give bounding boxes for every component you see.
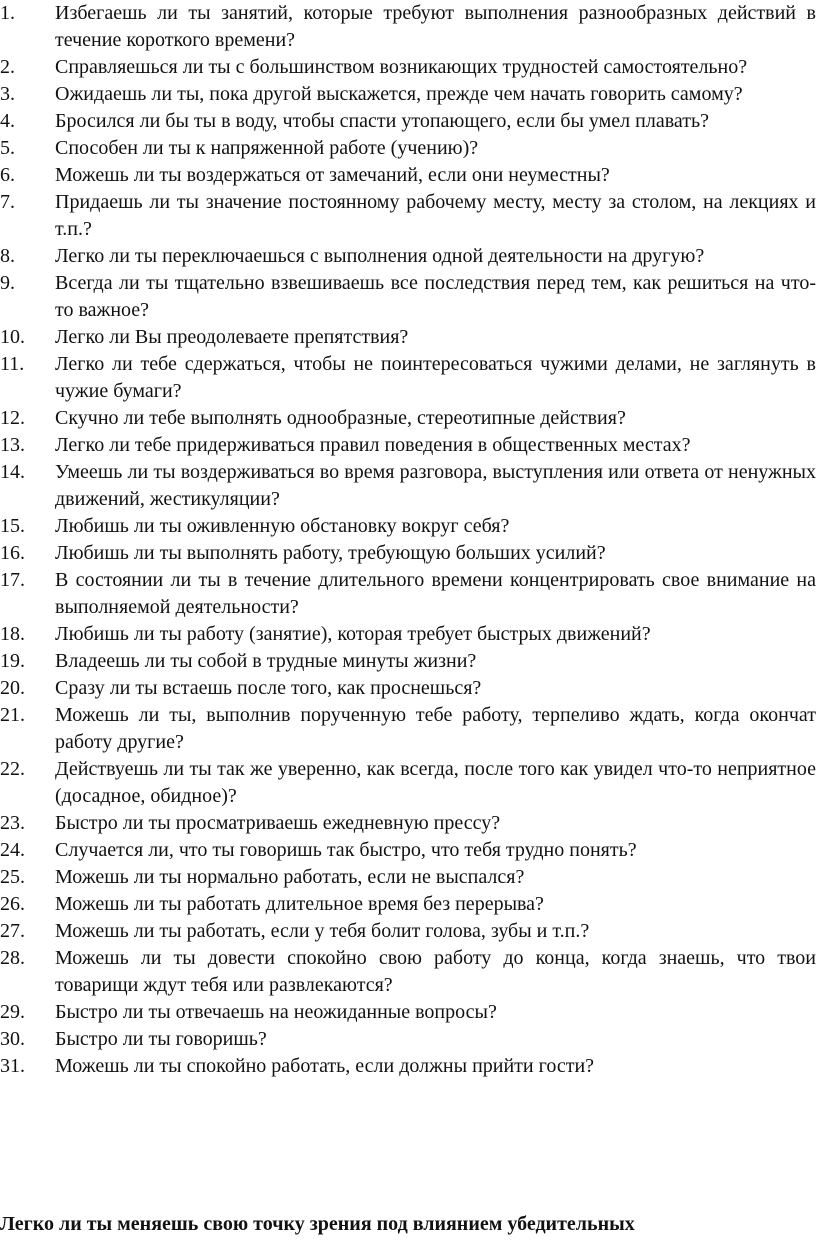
question-number: 23.: [0, 812, 25, 834]
question-item: [0, 540, 816, 567]
question-item: [0, 135, 816, 162]
question-number: 27.: [0, 920, 25, 942]
question-text: Можешь ли ты довести спокойно свою работу до конца, когда знаешь, что твои товарищи ждут тебя или развлекаются?: [55, 947, 816, 996]
question-text: Способен ли ты к напряженной работе (учению)?: [55, 137, 479, 159]
question-item: [0, 864, 816, 891]
question-number: 8.: [0, 245, 15, 267]
question-number: 12.: [0, 407, 25, 429]
question-text: Можешь ли ты работать длительное время без перерыва?: [55, 893, 544, 915]
question-text: Бросился ли бы ты в воду, чтобы спасти утопающего, если бы умел плавать?: [55, 110, 709, 132]
question-text: Случается ли, что ты говоришь так быстро, что тебя трудно понять?: [55, 839, 637, 861]
question-item: [0, 0, 816, 54]
question-text: Скучно ли тебе выполнять однообразные, стереотипные действия?: [55, 407, 626, 429]
question-item: [0, 324, 816, 351]
question-number: 13.: [0, 434, 25, 456]
question-item: [0, 918, 816, 945]
question-text: Сразу ли ты встаешь после того, как проснешься?: [55, 677, 482, 699]
question-number: 16.: [0, 542, 25, 564]
question-text: Быстро ли ты отвечаешь на неожиданные вопросы?: [55, 1001, 497, 1023]
question-text: Любишь ли ты выполнять работу, требующую больших усилий?: [55, 542, 606, 564]
question-number: 2.: [0, 56, 15, 78]
question-item: [0, 945, 816, 999]
question-item: [0, 108, 816, 135]
question-item: [0, 702, 816, 756]
question-item: [0, 189, 816, 243]
question-number: 10.: [0, 326, 25, 348]
question-item: [0, 54, 816, 81]
question-number: 30.: [0, 1028, 25, 1050]
question-text: Любишь ли ты работу (занятие), которая требует быстрых движений?: [55, 623, 651, 645]
question-text: Избегаешь ли ты занятий, которые требуют выполнения разнообразных действий в течение короткого времени?: [55, 2, 816, 51]
question-number: 20.: [0, 677, 25, 699]
question-item: [0, 81, 816, 108]
question-text: Легко ли тебе сдержаться, чтобы не поинтересоваться чужими делами, не заглянуть в чужие бумаги?: [55, 353, 816, 402]
question-item: [0, 648, 816, 675]
question-item: [0, 567, 816, 621]
question-item: [0, 891, 816, 918]
question-number: 1.: [0, 2, 15, 24]
question-item: [0, 756, 816, 810]
question-number: 11.: [0, 353, 25, 375]
question-text: Можешь ли ты, выполнив порученную тебе работу, терпеливо ждать, когда окончат работу другие?: [55, 704, 816, 753]
question-text: Владеешь ли ты собой в трудные минуты жизни?: [55, 650, 477, 672]
question-text: Быстро ли ты просматриваешь ежедневную прессу?: [55, 812, 501, 834]
question-item: [0, 351, 816, 405]
question-number: 26.: [0, 893, 25, 915]
question-item: [0, 243, 816, 270]
question-number: 5.: [0, 137, 15, 159]
question-item: [0, 405, 816, 432]
question-text: Действуешь ли ты так же уверенно, как всегда, после того как увидел что-то неприятное (досадное, обидное)?: [55, 758, 816, 807]
question-item: [0, 810, 816, 837]
question-text: Придаешь ли ты значение постоянному рабочему месту, месту за столом, на лекциях и т.п.?: [55, 191, 816, 240]
question-text: Справляешься ли ты с большинством возникающих трудностей самостоятельно?: [55, 56, 748, 78]
question-number: 4.: [0, 110, 15, 132]
question-item: [0, 270, 816, 324]
question-item: [0, 513, 816, 540]
question-text: Можешь ли ты спокойно работать, если должны прийти гости?: [55, 1055, 595, 1077]
question-number: 28.: [0, 947, 25, 969]
trailing-question-text: Легко ли ты меняешь свою точку зрения под влиянием убедительных: [0, 1213, 635, 1235]
question-text: Легко ли ты переключаешься с выполнения одной деятельности на другую?: [55, 245, 705, 267]
question-number: 18.: [0, 623, 25, 645]
question-item: [0, 162, 816, 189]
question-number: 3.: [0, 83, 15, 105]
question-number: 9.: [0, 272, 15, 294]
question-text: Легко ли Вы преодолеваете препятствия?: [55, 326, 409, 348]
question-number: 31.: [0, 1055, 25, 1077]
question-number: 17.: [0, 569, 25, 591]
question-number: 14.: [0, 461, 25, 483]
question-number: 7.: [0, 191, 15, 213]
question-text: В состоянии ли ты в течение длительного времени концентрировать свое внимание на выполняемой деятельности?: [55, 569, 816, 618]
question-text: Всегда ли ты тщательно взвешиваешь все последствия перед тем, как решиться на что-то важное?: [55, 272, 816, 321]
question-item: [0, 621, 816, 648]
question-text: Можешь ли ты воздержаться от замечаний, если они неуместны?: [55, 164, 610, 186]
question-number: 29.: [0, 1001, 25, 1023]
question-item: [0, 1026, 816, 1053]
question-text: Можешь ли ты нормально работать, если не выспался?: [55, 866, 525, 888]
question-text: Ожидаешь ли ты, пока другой выскажется, прежде чем начать говорить самому?: [55, 83, 743, 105]
question-number: 22.: [0, 758, 25, 780]
question-item: [0, 999, 816, 1026]
question-item: [0, 459, 816, 513]
question-item: [0, 432, 816, 459]
question-text: Любишь ли ты оживленную обстановку вокруг себя?: [55, 515, 510, 537]
question-number: 19.: [0, 650, 25, 672]
question-text: Можешь ли ты работать, если у тебя болит голова, зубы и т.п.?: [55, 920, 590, 942]
question-number: 24.: [0, 839, 25, 861]
question-number: 15.: [0, 515, 25, 537]
question-item: [0, 837, 816, 864]
question-item: [0, 1053, 816, 1080]
question-number: 25.: [0, 866, 25, 888]
question-number: 6.: [0, 164, 15, 186]
question-text: Легко ли тебе придерживаться правил поведения в общественных местах?: [55, 434, 691, 456]
question-text: Быстро ли ты говоришь?: [55, 1028, 267, 1050]
question-text: Умеешь ли ты воздерживаться во время разговора, выступления или ответа от ненужных движений, жестикуляции?: [55, 461, 816, 510]
question-number: 21.: [0, 704, 25, 726]
question-item: [0, 675, 816, 702]
